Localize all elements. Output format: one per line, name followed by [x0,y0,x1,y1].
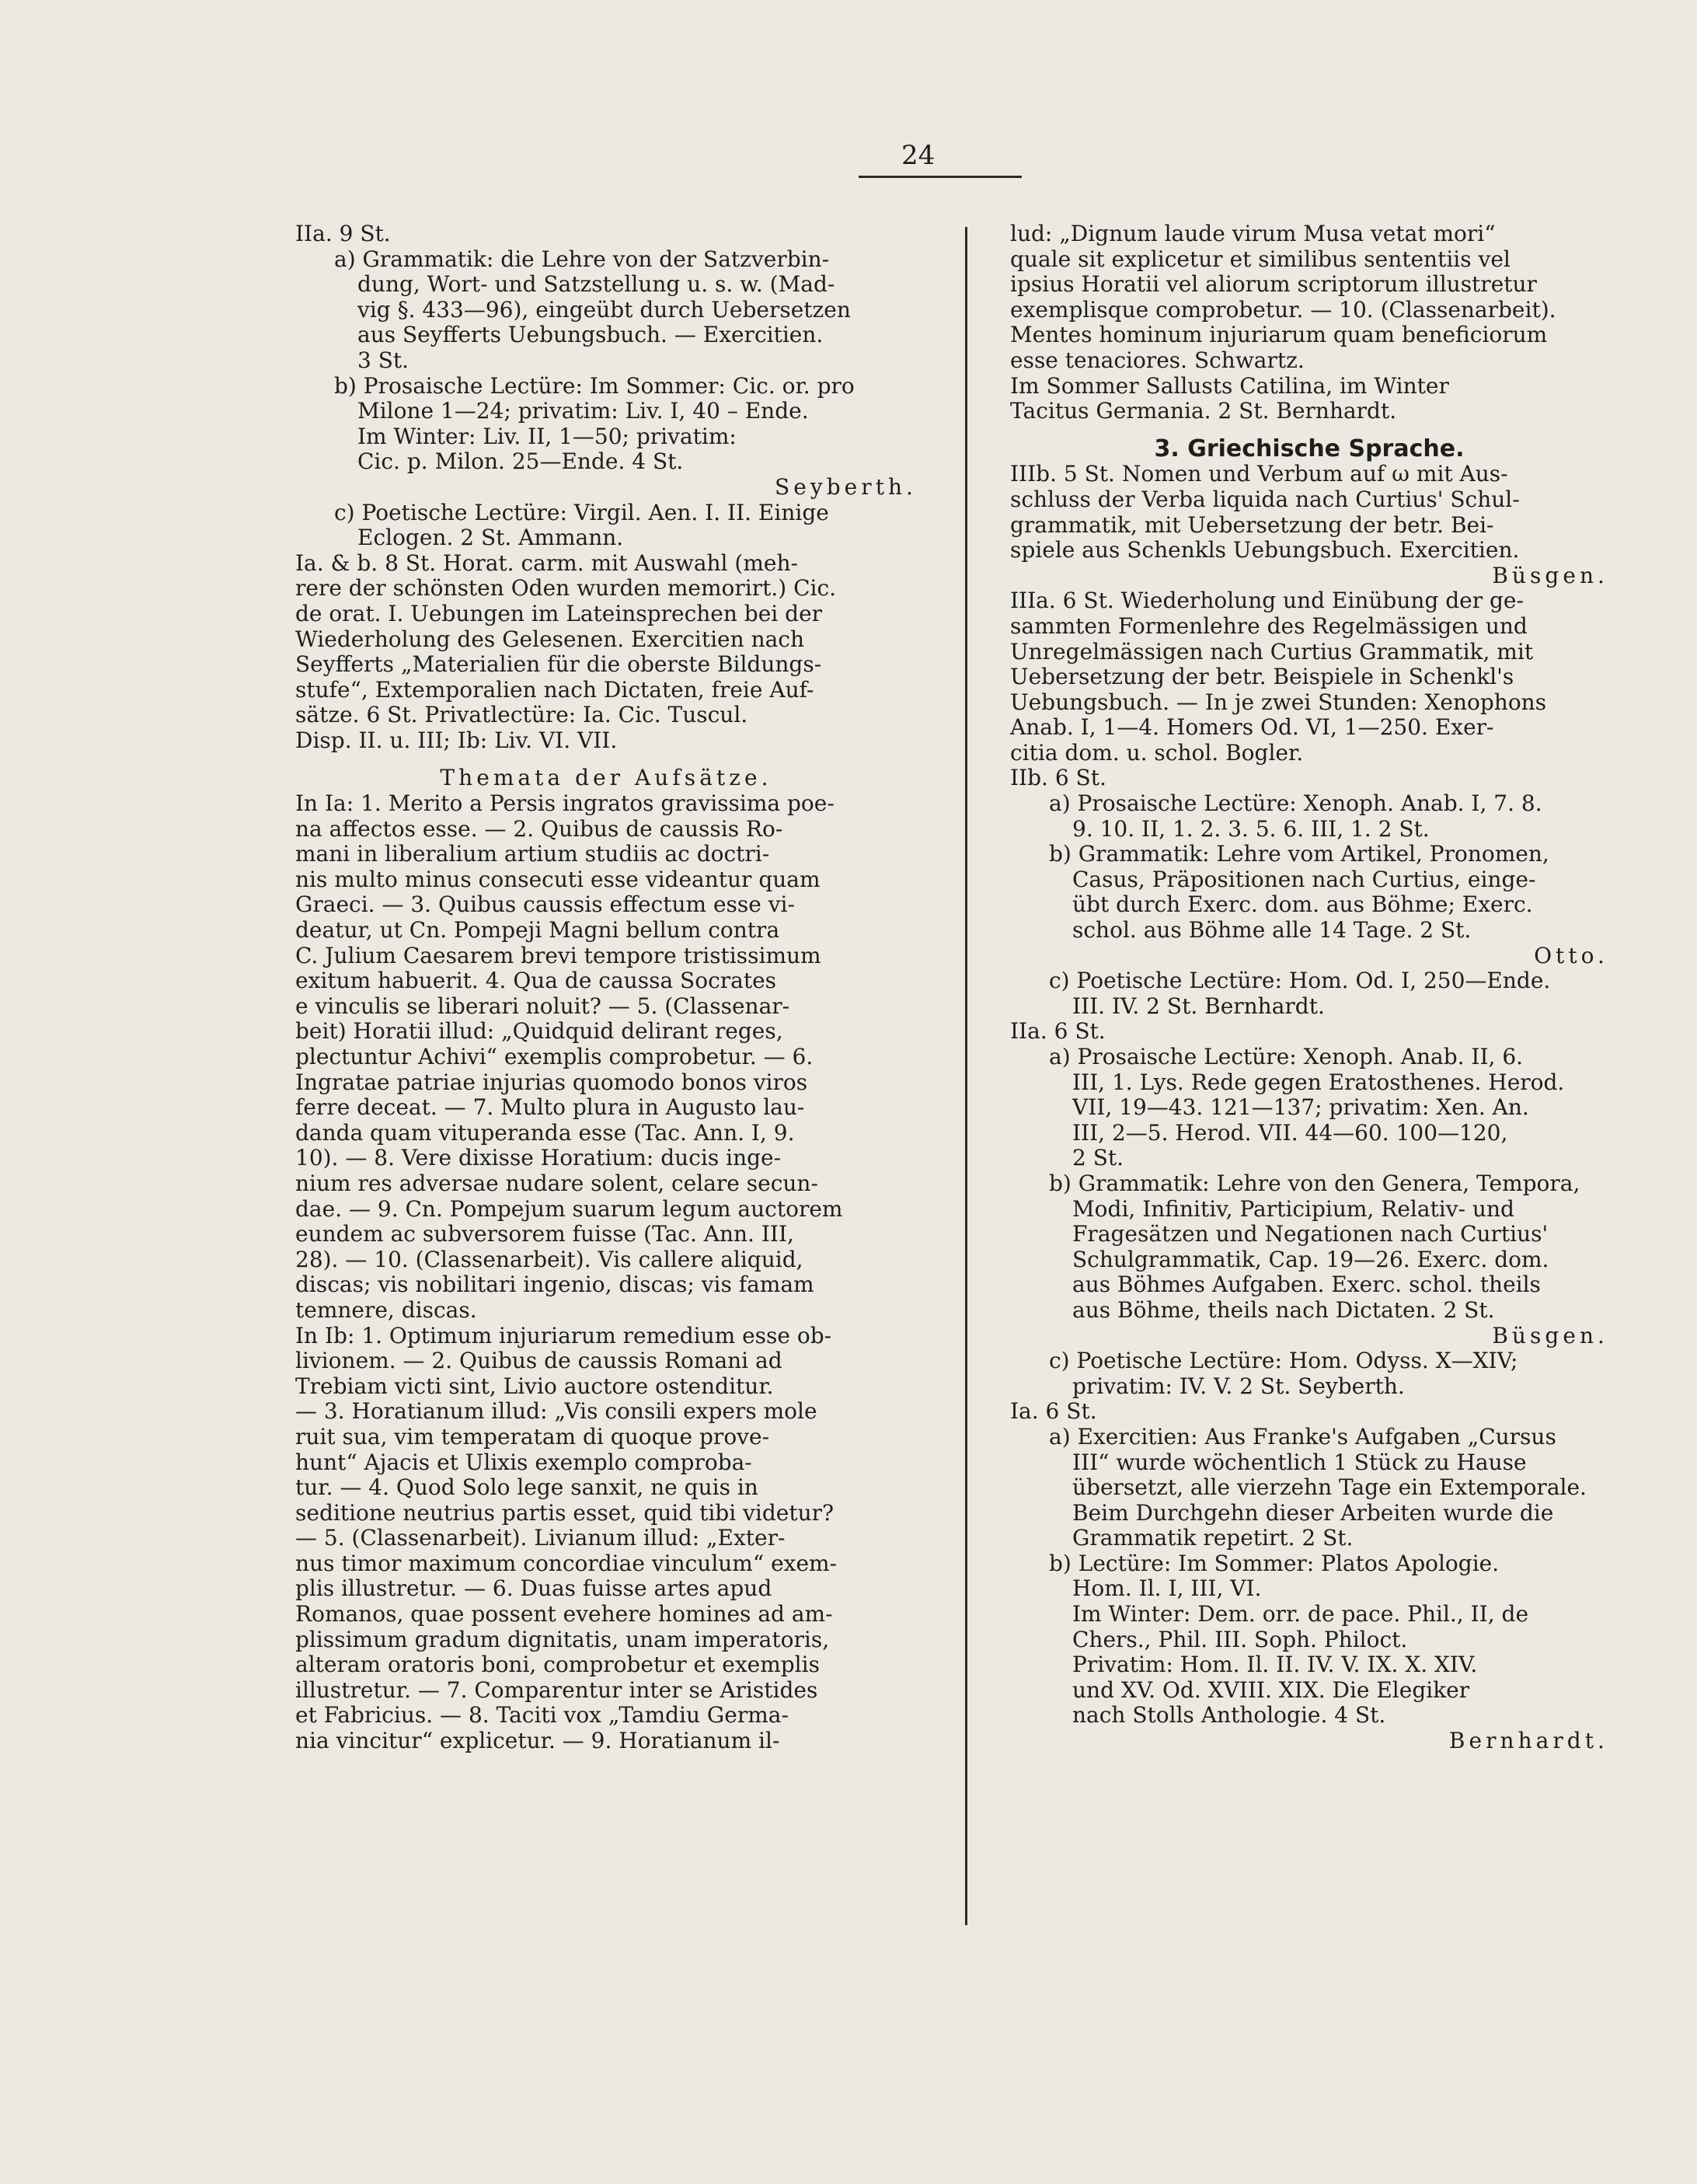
text-line: Ia. & b. 8 St. Horat. carm. mit Auswahl (meh- [295,549,798,576]
text-line: 3 St. [357,347,409,373]
text-line: na affectos esse. — 2. Quibus de caussis Ro- [295,815,783,842]
text-line: livionem. — 2. Quibus de caussis Romani ad [295,1348,782,1374]
text-line: rere der schönsten Oden wurden memorirt.) Cic. [295,575,837,602]
text-line: temnere, discas. [295,1296,477,1323]
text-line: grammatik, mit Uebersetzung der betr. Bei- [1010,511,1494,538]
text-line: a) Prosaische Lectüre: Xenoph. Anab. I, 7. 8. [1049,790,1542,817]
text-line: esse tenaciores. Schwartz. [1010,347,1305,373]
text-line: nium res adversae nudare solent, celare secun- [295,1170,818,1196]
text-line: Im Winter: Liv. II, 1—50; privatim: [357,423,737,449]
text-line: deatur, ut Cn. Pompeji Magni bellum contra [295,917,780,944]
text-line: Büsgen. [1492,1322,1608,1348]
text-line: Fragesätzen und Negationen nach Curtius' [1072,1221,1549,1247]
text-line: aus Böhme, theils nach Dictaten. 2 St. [1072,1296,1495,1323]
text-line: vig §. 433—96), eingeübt durch Uebersetzen [357,296,851,323]
text-line: nis multo minus consecuti esse videantur quam [295,866,821,892]
text-line: plissimum gradum dignitatis, unam imperatoris, [295,1626,830,1652]
text-line: beit) Horatii illud: „Quidquid delirant reges, [295,1018,783,1045]
text-line: VII, 19—43. 121—137; privatim: Xen. An. [1072,1094,1529,1121]
text-line: seditione neutrius partis esset, quid tibi videtur? [295,1499,834,1526]
text-line: 28). — 10. (Classenarbeit). Vis callere aliquid, [295,1246,803,1272]
text-line: Schulgrammatik, Cap. 19—26. Exerc. dom. [1072,1246,1549,1272]
text-line: plis illustretur. — 6. Duas fuisse artes apud [295,1575,772,1602]
text-line: eundem ac subversorem fuisse (Tac. Ann. III, [295,1221,794,1247]
text-line: III. IV. 2 St. Bernhardt. [1072,993,1325,1019]
text-line: Cic. p. Milon. 25—Ende. 4 St. [357,448,684,475]
text-line: Romanos, quae possent evehere homines ad am- [295,1601,833,1628]
text-line: e vinculis se liberari noluit? — 5. (Classenar- [295,993,790,1019]
text-line: stufe“, Extemporalien nach Dictaten, freie Auf- [295,676,814,703]
text-line: et Fabricius. — 8. Taciti vox „Tamdiu Germa- [295,1702,789,1729]
text-line: ipsius Horatii vel aliorum scriptorum illustretur [1010,271,1537,298]
text-line: illustretur. — 7. Comparentur inter se Aristides [295,1676,818,1703]
text-line: aus Böhmes Aufgaben. Exerc. schol. theils [1072,1272,1541,1298]
text-line: de orat. I. Uebungen im Lateinsprechen bei der [295,600,823,626]
text-line: Mentes hominum injuriarum quam beneficiorum [1010,322,1548,348]
text-line: quale sit explicetur et similibus sententiis vel [1010,246,1511,272]
text-line: exitum habuerit. 4. Qua de caussa Socrates [295,968,777,994]
text-line: Privatim: Hom. Il. II. IV. V. IX. X. XIV. [1072,1652,1478,1678]
text-line: 9. 10. II, 1. 2. 3. 5. 6. III, 1. 2 St. [1072,815,1430,842]
text-line: Ia. 6 St. [1010,1398,1097,1425]
text-line: IIa. 6 St. [1010,1018,1106,1045]
text-line: Im Sommer Sallusts Catilina, im Winter [1010,372,1449,399]
text-line: citia dom. u. schol. Bogler. [1010,739,1304,766]
text-line: sammten Formenlehre des Regelmässigen und [1010,612,1528,639]
text-line: Themata der Aufsätze. [440,765,772,791]
text-line: tur. — 4. Quod Solo lege sanxit, ne quis in [295,1474,758,1501]
text-line: — 5. (Classenarbeit). Livianum illud: „Exter- [295,1525,786,1551]
text-line: Disp. II. u. III; Ib: Liv. VI. VII. [295,727,618,753]
text-line: III“ wurde wöchentlich 1 Stück zu Hause [1072,1449,1527,1475]
text-line: Hom. Il. I, III, VI. [1072,1575,1262,1602]
text-line: a) Grammatik: die Lehre von der Satzverbin- [334,246,830,272]
text-line: b) Grammatik: Lehre vom Artikel, Pronomen, [1049,841,1549,867]
column-divider [965,227,967,1925]
text-line: C. Julium Caesarem brevi tempore tristissimum [295,942,821,968]
text-line: In Ia: 1. Merito a Persis ingratos gravissima poe- [295,790,835,817]
text-line: Casus, Präpositionen nach Curtius, einge- [1072,866,1536,892]
text-line: lud: „Dignum laude virum Musa vetat mori“ [1010,221,1496,246]
text-line: dung, Wort- und Satzstellung u. s. w. (Mad- [357,271,835,298]
page-number: 24 [901,140,936,171]
text-line: 10). — 8. Vere dixisse Horatium: ducis inge- [295,1145,782,1171]
text-line: plectuntur Achivi“ exemplis comprobetur. — 6. [295,1044,814,1069]
text-line: Seyfferts „Materialien für die oberste Bildungs- [295,651,822,678]
text-line: nus timor maximum concordiae vinculum“ exem- [295,1550,838,1576]
text-line: Chers., Phil. III. Soph. Philoct. [1072,1626,1408,1652]
right-column [1010,222,1608,1754]
text-line: III, 1. Lys. Rede gegen Eratosthenes. Herod. [1072,1069,1565,1095]
text-line: Im Winter: Dem. orr. de pace. Phil., II, de [1072,1601,1529,1628]
text-line: ruit sua, vim temperatam di quoque prove- [295,1423,770,1450]
page-number-rule [859,176,1022,178]
text-line: Beim Durchgehn dieser Arbeiten wurde die [1072,1499,1554,1526]
text-line: alteram oratoris boni, comprobetur et exemplis [295,1652,820,1678]
text-line: Anab. I, 1—4. Homers Od. VI, 1—250. Exer- [1010,714,1494,741]
text-line: b) Prosaische Lectüre: Im Sommer: Cic. or. pro [334,372,855,399]
text-line: a) Exercitien: Aus Franke's Aufgaben „Cursus [1049,1423,1556,1450]
text-line: Büsgen. [1492,562,1608,588]
text-line: Eclogen. 2 St. Ammann. [357,525,624,551]
text-line: — 3. Horatianum illud: „Vis consili expers mole [295,1398,817,1425]
text-line: Trebiam victi sint, Livio auctore ostenditur. [295,1373,774,1399]
text-line: c) Poetische Lectüre: Virgil. Aen. I. II. Einige [334,499,829,525]
text-line: IIb. 6 St. [1010,765,1106,791]
left-column [295,222,917,1754]
text-line: Unregelmässigen nach Curtius Grammatik, mit [1010,638,1534,665]
paragraph-gap [295,753,917,766]
text-line: Wiederholung des Gelesenen. Exercitien nach [295,626,805,652]
text-line: b) Grammatik: Lehre von den Genera, Tempora, [1049,1170,1580,1196]
text-line: IIa. 9 St. [295,221,391,246]
text-line: hunt“ Ajacis et Ulixis exemplo comproba- [295,1449,752,1475]
text-line: discas; vis nobilitari ingenio, discas; vis famam [295,1272,814,1298]
text-line: privatim: IV. V. 2 St. Seyberth. [1072,1373,1405,1399]
text-line: Grammatik repetirt. 2 St. [1072,1525,1354,1551]
text-line: nia vincitur“ explicetur. — 9. Horatianum il- [295,1728,780,1754]
text-line: IIIb. 5 St. Nomen und Verbum auf ω mit Aus- [1010,461,1508,487]
text-line: mani in liberalium artium studiis ac doctri- [295,841,770,867]
section-heading: 3. Griechische Sprache. [1154,434,1465,462]
text-line: und XV. Od. XVIII. XIX. Die Elegiker [1072,1676,1470,1703]
text-line: 2 St. [1072,1145,1124,1171]
text-line: übersetzt, alle vierzehn Tage ein Extemporale. [1072,1474,1587,1501]
text-line: Uebungsbuch. — In je zwei Stunden: Xenophons [1010,689,1547,715]
text-line: b) Lectüre: Im Sommer: Platos Apologie. [1049,1550,1500,1576]
text-line: schluss der Verba liquida nach Curtius' Schul- [1010,486,1520,512]
text-line: dae. — 9. Cn. Pompejum suarum legum auctorem [295,1195,843,1222]
text-line: Ingratae patriae injurias quomodo bonos viros [295,1069,808,1095]
text-line: Seyberth. [775,473,917,500]
text-line: Bernhardt. [1448,1728,1608,1754]
text-line: aus Seyfferts Uebungsbuch. — Exercitien. [357,322,824,348]
text-line: Uebersetzung der betr. Beispiele in Schenkl's [1010,664,1514,690]
text-line: Otto. [1534,942,1608,968]
text-line: sätze. 6 St. Privatlectüre: Ia. Cic. Tuscul. [295,702,748,728]
text-line: IIIa. 6 St. Wiederholung und Einübung der ge- [1010,588,1524,614]
text-line: Modi, Infinitiv, Participium, Relativ- und [1072,1195,1514,1222]
text-line: Milone 1—24; privatim: Liv. I, 40 – Ende. [357,398,809,424]
text-line: a) Prosaische Lectüre: Xenoph. Anab. II, 6. [1049,1044,1524,1069]
text-line: Tacitus Germania. 2 St. Bernhardt. [1010,398,1397,424]
text-line: spiele aus Schenkls Uebungsbuch. Exercitien. [1010,537,1520,563]
text-line: Graeci. — 3. Quibus caussis effectum esse vi- [295,891,795,918]
text-line: schol. aus Böhme alle 14 Tage. 2 St. [1072,917,1472,944]
text-line: ferre deceat. — 7. Multo plura in Augusto lau- [295,1094,805,1121]
text-line: c) Poetische Lectüre: Hom. Od. I, 250—Ende. [1049,968,1551,994]
text-line: übt durch Exerc. dom. aus Böhme; Exerc. [1072,891,1533,918]
text-line: c) Poetische Lectüre: Hom. Odyss. X—XIV; [1049,1348,1518,1374]
text-line: nach Stolls Anthologie. 4 St. [1072,1702,1386,1729]
text-line: exemplisque comprobetur. — 10. (Classenarbeit). [1010,296,1556,323]
text-line: danda quam vituperanda esse (Tac. Ann. I, 9. [295,1119,795,1146]
text-line: III, 2—5. Herod. VII. 44—60. 100—120, [1072,1119,1508,1146]
text-line: In Ib: 1. Optimum injuriarum remedium esse ob- [295,1322,832,1348]
